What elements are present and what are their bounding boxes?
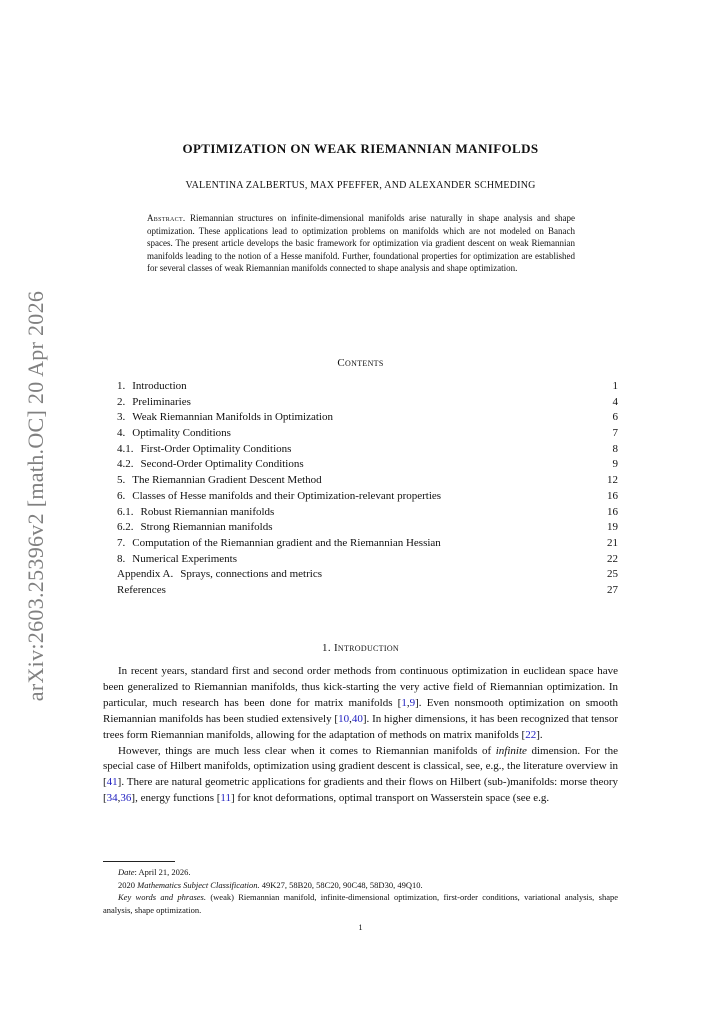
citation-link[interactable]: 41	[106, 776, 118, 789]
toc-entry[interactable]	[117, 552, 618, 568]
toc-entry[interactable]	[117, 457, 618, 473]
toc-entry-page: 12	[607, 474, 618, 487]
toc-entry-label: Classes of Hesse manifolds and their Optimization-relevant properties	[132, 489, 442, 502]
toc-entry-page: 16	[607, 489, 618, 502]
toc-entry-page: 8	[612, 442, 618, 455]
toc-entry-title	[117, 489, 441, 505]
arxiv-identifier-text: arXiv:2603.25396v2 [math.OC] 20 Apr 2026	[23, 290, 48, 702]
toc-entry-number: 8.	[117, 552, 126, 565]
toc-entry-page: 7	[612, 427, 618, 440]
footnote-rule	[103, 861, 175, 862]
toc-entry-title	[117, 457, 304, 473]
toc-entry-title	[117, 505, 274, 521]
paragraph-1: In recent years, standard first and second order methods from continuous optimization in euclidean space have been generalized to Riemannian manifolds, thus kick-starting the very active field of Riemannian optimization. In particular, much research has been done for matrix manifolds [1,9]. Even nonsmooth optimization on smooth Riemannian manifolds has been studied extensively [10,40]. In higher dimensions, it has been recognized that tensor trees form Riemannian manifolds, allowing for the adaptation of methods on matrix manifolds [22].	[103, 665, 618, 741]
table-of-contents	[117, 379, 618, 599]
toc-entry-title	[117, 442, 291, 458]
toc-entry-label: Robust Riemannian manifolds	[140, 505, 275, 518]
toc-entry-number: 3.	[117, 411, 126, 424]
section-number: 1.	[322, 642, 331, 654]
citation-link[interactable]: 1	[401, 696, 407, 709]
paper-authors: VALENTINA ZALBERTUS, MAX PFEFFER, AND ALEXANDER SCHMEDING	[185, 180, 536, 191]
toc-entry-page: 6	[612, 411, 618, 424]
toc-entry-title	[117, 520, 272, 536]
citation-link[interactable]: 22	[525, 728, 537, 741]
citation-link[interactable]: 10	[338, 712, 350, 725]
toc-entry-page: 4	[612, 395, 618, 408]
toc-entry-page: 21	[607, 536, 618, 549]
toc-entry-label: The Riemannian Gradient Descent Method	[132, 474, 322, 487]
footnotes	[103, 866, 618, 916]
contents-heading: Contents	[337, 357, 384, 369]
toc-entry-title	[117, 583, 166, 599]
toc-entry-title	[117, 473, 322, 489]
footnote-date: Date: April 21, 2026.	[118, 867, 191, 877]
toc-entry-page: 16	[607, 505, 618, 518]
toc-entry[interactable]	[117, 426, 618, 442]
toc-entry-page: 22	[607, 552, 618, 565]
citation-link[interactable]: 40	[351, 712, 363, 725]
toc-entry-number: 6.1.	[117, 505, 134, 518]
section-body	[103, 664, 618, 807]
abstract-text: Riemannian structures on infinite-dimensional manifolds arise naturally in shape analysis and shape optimization. These applications lead to optimization problems on manifolds which are not modeled on Banach spaces. The present article develops the basic framework for optimization via gradient descent on weak Riemannian manifolds leading to the notion of a Hesse manifold. Further, foundational properties for optimization are established for several classes of weak Riemannian manifolds connected to shape analysis and shape optimization.	[147, 213, 575, 274]
toc-entry[interactable]	[117, 520, 618, 536]
toc-entry-label: Introduction	[132, 380, 187, 392]
toc-entry-label: Weak Riemannian Manifolds in Optimization	[132, 411, 333, 424]
toc-entry-number: 6.2.	[117, 521, 134, 534]
paragraph-2: However, things are much less clear when it comes to Riemannian manifolds of infinite dimension. For the special case of Hilbert manifolds, optimization using gradient descent is classical, see, e.g., the literature overview in [41]. There are natural geometric applications for gradients and their flows on Hilbert (sub-)manifolds: morse theory [34,36], energy functions [11] for knot deformations, optimal transport on Wasserstein space (see e.g.	[103, 744, 618, 805]
footnote-keywords: Key words and phrases. (weak) Riemannian manifold, infinite-dimensional optimization, first-order conditions, variational analysis, shape analysis, shape optimization.	[103, 892, 618, 915]
toc-entry-number: 5.	[117, 474, 126, 487]
toc-entry-page: 19	[607, 521, 618, 534]
toc-entry[interactable]	[117, 442, 618, 458]
toc-entry-label: Strong Riemannian manifolds	[140, 521, 273, 534]
citation-link[interactable]: 34	[106, 792, 118, 805]
toc-entry[interactable]	[117, 473, 618, 489]
abstract-label: Abstract.	[147, 213, 186, 223]
toc-entry[interactable]	[117, 410, 618, 426]
toc-entry-page: 25	[607, 568, 618, 581]
toc-entry-number: 4.1.	[117, 442, 134, 455]
toc-entry-title	[117, 395, 191, 411]
toc-entry-number: 7.	[117, 536, 126, 549]
toc-entry-label: Second-Order Optimality Conditions	[140, 458, 304, 471]
toc-entry-number: 6.	[117, 489, 126, 502]
toc-entry-number: 1.	[117, 380, 126, 392]
toc-entry[interactable]	[117, 536, 618, 552]
citation-link[interactable]: 11	[220, 792, 232, 805]
toc-entry-label: Preliminaries	[132, 395, 191, 408]
toc-entry-title	[117, 410, 333, 426]
toc-entry[interactable]	[117, 505, 618, 521]
toc-entry-page: 27	[607, 583, 618, 596]
toc-entry-number: 2.	[117, 395, 126, 408]
toc-entry[interactable]	[117, 489, 618, 505]
page-number: 1	[358, 922, 363, 932]
toc-entry-label: Optimality Conditions	[132, 427, 231, 440]
toc-entry-label: References	[117, 583, 166, 596]
toc-entry-number: 4.2.	[117, 458, 134, 471]
toc-entry-number: 4.	[117, 427, 126, 440]
toc-entry[interactable]	[117, 379, 618, 395]
toc-entry-title	[117, 379, 187, 395]
citation-link[interactable]: 9	[409, 696, 416, 709]
toc-entry-label: Numerical Experiments	[132, 552, 238, 565]
paper-title: OPTIMIZATION ON WEAK RIEMANNIAN MANIFOLDS	[182, 141, 539, 156]
toc-entry-title	[117, 426, 231, 442]
toc-entry-number: Appendix A.	[117, 568, 174, 581]
toc-entry-page: 1	[612, 380, 618, 392]
toc-entry-label: First-Order Optimality Conditions	[140, 442, 292, 455]
section-heading	[103, 642, 618, 654]
footnote-msc: 2020 Mathematics Subject Classification. 49K27, 58B20, 58C20, 90C48, 58D30, 49Q10.	[118, 879, 423, 890]
toc-entry-label: Computation of the Riemannian gradient and the Riemannian Hessian	[132, 536, 441, 549]
toc-entry[interactable]	[117, 583, 618, 599]
toc-entry[interactable]	[117, 395, 618, 411]
toc-entry-title	[117, 552, 237, 568]
toc-entry-title	[117, 567, 322, 583]
toc-entry[interactable]	[117, 567, 618, 583]
section-title: Introduction	[333, 642, 399, 654]
toc-entry-label: Sprays, connections and metrics	[180, 568, 322, 581]
toc-entry-title	[117, 536, 441, 552]
arxiv-identifier	[18, 286, 54, 706]
abstract	[147, 212, 575, 275]
toc-entry-page: 9	[612, 458, 618, 471]
citation-link[interactable]: 36	[120, 792, 132, 805]
